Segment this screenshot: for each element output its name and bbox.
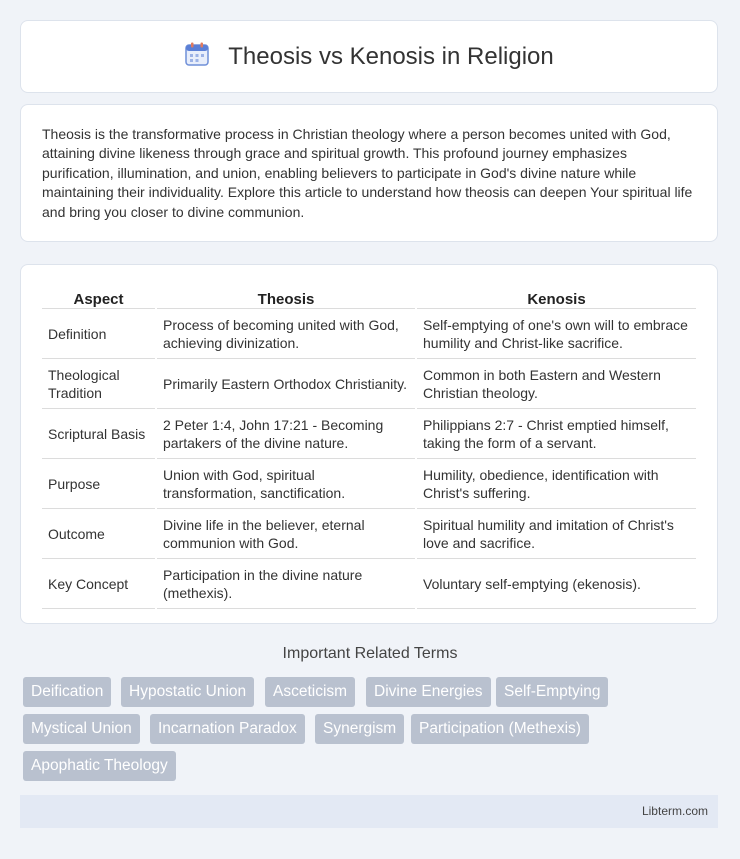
tag-asceticism[interactable]: Asceticism (265, 677, 355, 707)
row-theosis: 2 Peter 1:4, John 17:21 - Becoming partakers of the divine nature. (157, 411, 415, 459)
table-row (42, 361, 696, 409)
row-aspect: Definition (42, 311, 155, 359)
row-kenosis: Spiritual humility and imitation of Christ's love and sacrifice. (417, 511, 696, 559)
table-row (42, 411, 696, 459)
table-row (42, 511, 696, 559)
related-terms-title: Important Related Terms (282, 645, 458, 662)
row-aspect: Purpose (42, 461, 155, 509)
row-aspect: Outcome (42, 511, 155, 559)
table-row (42, 561, 696, 609)
tag-apophatic-theology[interactable]: Apophatic Theology (23, 751, 176, 781)
header-aspect: Aspect (42, 287, 155, 309)
comparison-card (20, 264, 718, 624)
tag-participation-methexis[interactable]: Participation (Methexis) (411, 714, 589, 744)
row-theosis: Process of becoming united with God, achieving divinization. (157, 311, 415, 359)
intro-text: Theosis is the transformative process in Christian theology where a person becomes united with God, attaining divine likeness through grace and spiritual growth. This profound journey emphasizes purification, illumination, and union, enabling believers to participate in God's divine nature while maintaining their individuality. Explore this article to understand how theosis can deepen Your spiritual life and bring you closer to divine communion. (42, 126, 693, 220)
tag-hypostatic-union[interactable]: Hypostatic Union (121, 677, 254, 707)
row-aspect: Key Concept (42, 561, 155, 609)
table-header-row (42, 287, 696, 309)
footer-link[interactable]: Libterm.com (641, 804, 708, 818)
row-kenosis: Humility, obedience, identification with Christ's suffering. (417, 461, 696, 509)
header-card (20, 20, 718, 93)
row-kenosis: Philippians 2:7 - Christ emptied himself, taking the form of a servant. (417, 411, 696, 459)
row-theosis: Participation in the divine nature (methexis). (157, 561, 415, 609)
tag-incarnation-paradox[interactable]: Incarnation Paradox (150, 714, 305, 744)
row-aspect: Theological Tradition (42, 361, 155, 409)
tag-synergism[interactable]: Synergism (315, 714, 404, 744)
row-kenosis: Common in both Eastern and Western Christian theology. (417, 361, 696, 409)
comparison-table (40, 285, 698, 611)
page-title: Theosis vs Kenosis in Religion (228, 42, 554, 70)
row-kenosis: Self-emptying of one's own will to embrace humility and Christ-like sacrifice. (417, 311, 696, 359)
tag-deification[interactable]: Deification (23, 677, 111, 707)
row-theosis: Primarily Eastern Orthodox Christianity. (157, 361, 415, 409)
tag-mystical-union[interactable]: Mystical Union (23, 714, 140, 744)
row-aspect: Scriptural Basis (42, 411, 155, 459)
footer (20, 795, 718, 828)
tag-divine-energies[interactable]: Divine Energies (366, 677, 491, 707)
header-theosis: Theosis (157, 287, 415, 309)
row-kenosis: Voluntary self-emptying (ekenosis). (417, 561, 696, 609)
row-theosis: Divine life in the believer, eternal communion with God. (157, 511, 415, 559)
table-row (42, 461, 696, 509)
tag-self-emptying[interactable]: Self-Emptying (496, 677, 608, 707)
calendar-icon (184, 41, 210, 72)
header-kenosis: Kenosis (417, 287, 696, 309)
row-theosis: Union with God, spiritual transformation, sanctification. (157, 461, 415, 509)
intro-card (20, 104, 718, 242)
table-row (42, 311, 696, 359)
